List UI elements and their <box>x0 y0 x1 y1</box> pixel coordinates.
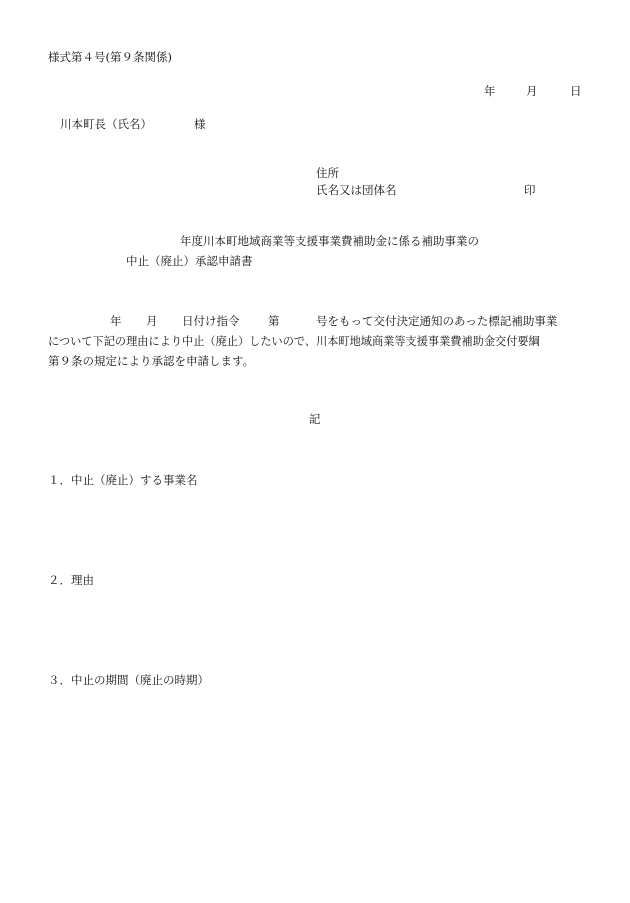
applicant-address-label: 住所 <box>316 166 339 180</box>
ki-heading: 記 <box>309 412 321 426</box>
date-month-label: 月 <box>526 84 538 98</box>
title-line-2: 中止（廃止）承認申請書 <box>126 254 253 268</box>
body-month: 月 <box>146 314 158 328</box>
applicant-seal-label: 印 <box>524 183 536 197</box>
date-day-label: 日 <box>570 84 582 98</box>
applicant-name-label: 氏名又は団体名 <box>316 183 397 197</box>
body-line-1-rest: 号をもって交付決定通知のあった標記補助事業 <box>316 314 558 328</box>
title-line-1: 年度川本町地域商業等支援事業費補助金に係る補助事業の <box>180 234 479 248</box>
date-year-label: 年 <box>484 84 496 98</box>
addressee-honorific: 様 <box>194 117 206 131</box>
item-1-label: １．中止（廃止）する事業名 <box>48 473 198 487</box>
body-line-2: について下記の理由により中止（廃止）したいので、川本町地域商業等支援事業費補助金交付要綱 <box>48 335 540 348</box>
body-number-prefix: 第 <box>268 314 280 328</box>
item-2-label: ２．理由 <box>48 573 94 587</box>
item-3-label: ３．中止の期間（廃止の時期） <box>48 673 209 687</box>
body-line-3: 第９条の規定により承認を申請します。 <box>48 354 255 368</box>
addressee-name: 川本町長（氏名） <box>60 117 152 131</box>
body-year: 年 <box>110 314 122 328</box>
form-number: 様式第４号(第９条関係) <box>48 50 172 64</box>
body-dated: 日付け指令 <box>182 314 240 328</box>
